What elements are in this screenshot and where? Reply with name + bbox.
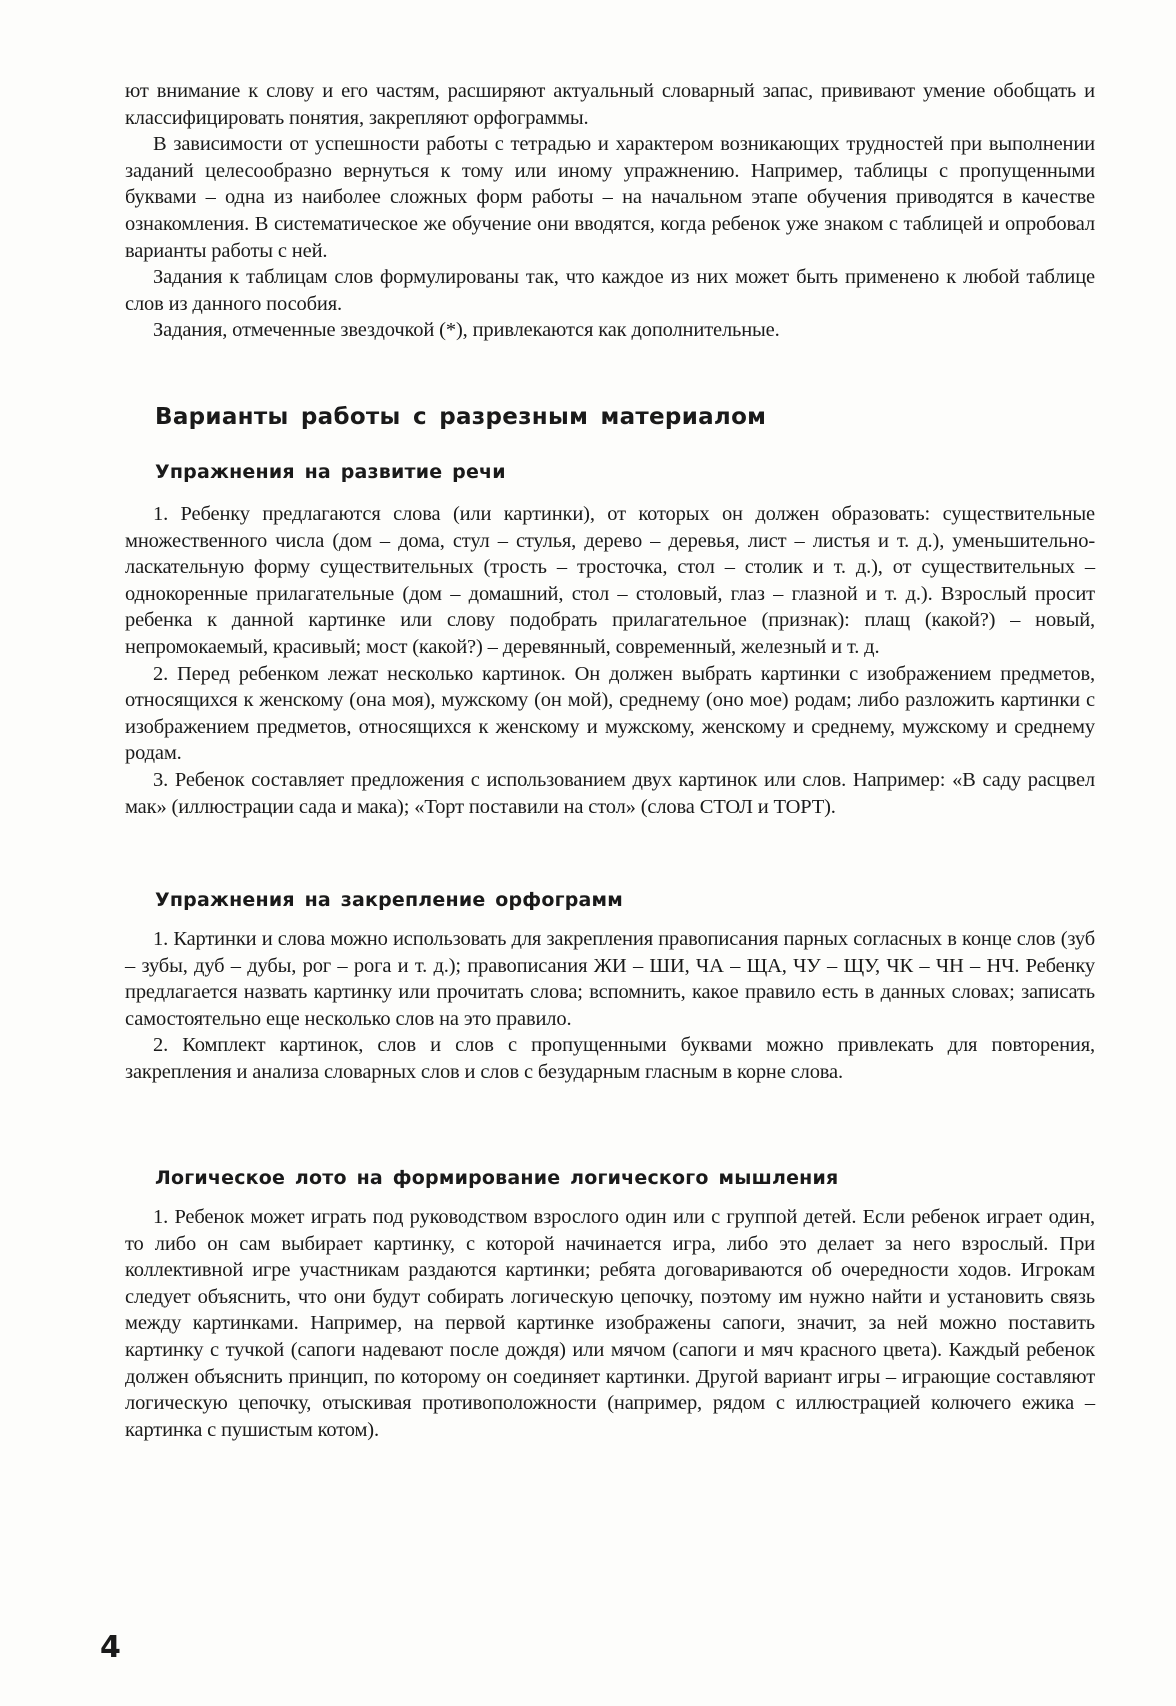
exercise-paragraph: 1. Ребенок может играть под руководством взрослого один или с группой детей. Если ребенок играет один, то либо он сам выбирает картинку, с которой начинается игра, либо это делает за него взрослый. При коллективной игре участникам раздаются картинки; ребята договариваются об очередности ходов. Игрокам следует объяснить, что они будут собирать логическую цепочку, поэтому им нужно найти и установить связь между картинками. Например, на первой картинке изображены сапоги, значит, за ней можно поставить картинку с тучкой (сапоги надевают после дождя) или мячом (сапоги и мяч красного цвета). Каждый ребенок должен объяснить принцип, по которому он соединяет картинки. Другой вариант игры – играющие составляют логическую цепочку, отыскивая противоположности (например, рядом с иллюстрацией колючего ежика – картинка с пушистым котом). [125,1206,1095,1441]
exercise-paragraph: 2. Комплект картинок, слов и слов с пропущенными буквами можно привлекать для повторения, закрепления и анализа словарных слов и слов с безударным гласным в корне слова. [125,1034,1095,1083]
subsection-title-orthography: Упражнения на закрепление орфограмм [155,889,624,911]
intro-paragraph: В зависимости от успешности работы с тетрадью и характером возникающих трудностей при выполнении заданий целесообразно вернуться к тому или иному упражнению. Например, таблицы с пропущенными буквами – одна из наиболее сложных форм работы – на начальном этапе обучения приводятся в качестве ознакомления. В систематическое же обучение они вводятся, когда ребенок уже знаком с таблицей и опробовал варианты работы с ней. [125,133,1095,262]
section-title: Варианты работы с разрезным материалом [155,404,767,430]
exercise-paragraph: 1. Картинки и слова можно использовать для закрепления правописания парных согласных в конце слов (зуб – зубы, дуб – дубы, рог – рога и т. д.); правописания ЖИ – ШИ, ЧА – ЩА, ЧУ – ЩУ, ЧК – ЧН – НЧ. Ребенку предлагается назвать картинку или прочитать слова; вспомнить, какое правило есть в данных словах; записать самостоятельно еще несколько слов на это правило. [125,928,1095,1030]
subsection-title-logic-lotto: Логическое лото на формирование логического мышления [155,1167,839,1189]
subsection-speech-body [125,501,1095,820]
intro-paragraph: Задания к таблицам слов формулированы так, что каждое из них может быть применено к любой таблице слов из данного пособия. [125,266,1095,315]
exercise-paragraph: 3. Ребенок составляет предложения с использованием двух картинок или слов. Например: «В саду расцвел мак» (иллюстрации сада и мака); «Торт поставили на стол» (слова СТОЛ и ТОРТ). [125,768,1095,818]
intro-paragraph: ют внимание к слову и его частям, расширяют актуальный словарный запас, прививают умение обобщать и классифицировать понятия, закрепляют орфограммы. [125,80,1095,129]
intro-paragraph: Задания, отмеченные звездочкой (*), привлекаются как дополнительные. [153,319,780,342]
subsection-title-speech: Упражнения на развитие речи [155,461,506,483]
exercise-paragraph: 1. Ребенку предлагаются слова (или картинки), от которых он должен образовать: существительные множественного числа (дом – дома, стул – стулья, дерево – деревья, лист – листья и т. д.), уменьшительно-ласкательную форму существительных (трость – тросточка, стол – столик и т. д.), от существительных – однокоренные прилагательные (дом – домашний, стол – столовый, глаз – глазной и т. д.). Взрослый просит ребенка к данной картинке или слову подобрать прилагательное (признак): плащ (какой?) – новый, непромокаемый, красивый; мост (какой?) – деревянный, современный, железный и т. д. [125,503,1095,658]
page-number: 4 [100,1630,121,1665]
subsection-logic-lotto-body [125,1204,1095,1443]
intro-block [125,78,1095,344]
exercise-paragraph: 2. Перед ребенком лежат несколько картинок. Он должен выбрать картинки с изображением предметов, относящихся к женскому (она моя), мужскому (он мой), среднему (оно мое) родам; либо разложить картинки с изображением предметов, относящихся к женскому и мужскому, женскому и среднему, мужскому и среднему родам. [125,662,1095,765]
subsection-orthography-body [125,926,1095,1086]
